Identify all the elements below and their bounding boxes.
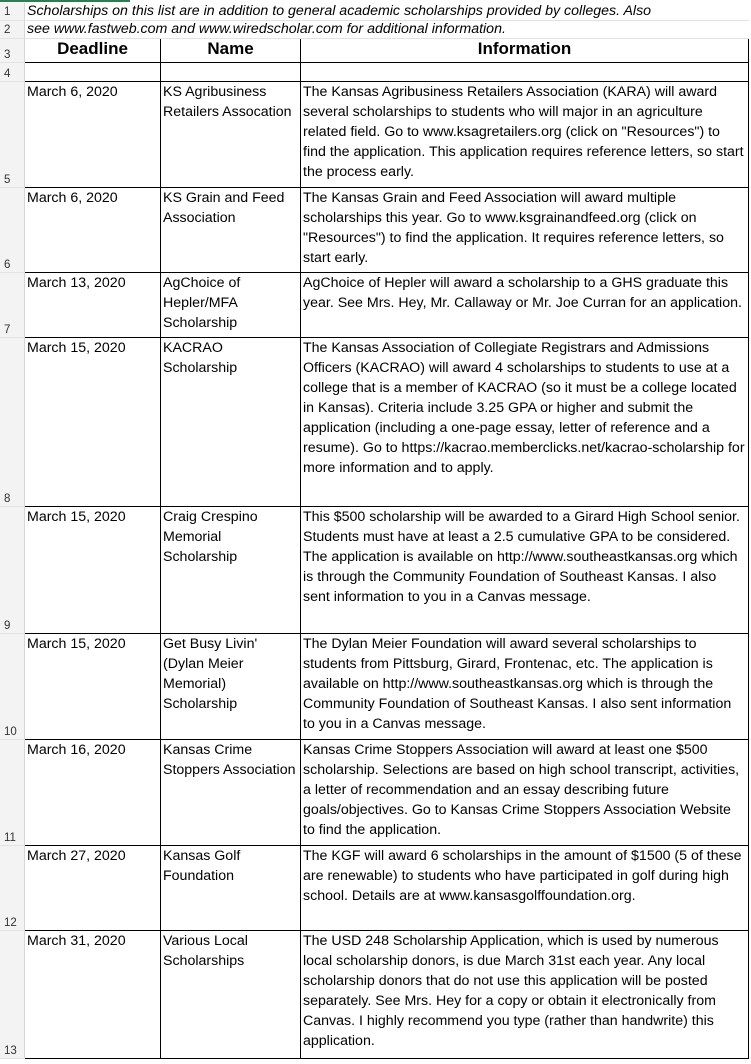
information-header[interactable]: Information: [301, 39, 749, 63]
deadline-cell[interactable]: March 15, 2020: [25, 634, 161, 740]
row-number[interactable]: 6: [0, 188, 25, 273]
information-cell[interactable]: The Kansas Agribusiness Retailers Association (KARA) will award several scholarships to students who will major in an agriculture related field. Go to www.ksagretailers.org (click on "Resources") to find the application. This application requires reference letters, so start the process early.: [301, 82, 749, 188]
row-number[interactable]: 2: [0, 21, 25, 39]
row-number[interactable]: 5: [0, 82, 25, 188]
table-row: [0, 507, 749, 634]
name-cell[interactable]: KS Agribusiness Retailers Assocation: [161, 82, 301, 188]
table-row: [0, 931, 749, 1059]
name-cell[interactable]: KACRAO Scholarship: [161, 338, 301, 507]
deadline-cell[interactable]: March 15, 2020: [25, 507, 161, 634]
information-cell[interactable]: The Dylan Meier Foundation will award several scholarships to students from Pittsburg, Girard, Frontenac, etc. The application is available on http://www.southeastkansas.org which is through the Community Foundation of Southeast Kansas. I also sent information to you in a Canvas message.: [301, 634, 749, 740]
empty-cell[interactable]: [25, 63, 161, 82]
deadline-cell[interactable]: March 13, 2020: [25, 273, 161, 338]
information-cell[interactable]: AgChoice of Hepler will award a scholarship to a GHS graduate this year. See Mrs. Hey, Mr. Callaway or Mr. Joe Curran for an application.: [301, 273, 749, 338]
row-number[interactable]: 9: [0, 507, 25, 634]
header-row: [0, 39, 749, 63]
row-number[interactable]: 7: [0, 273, 25, 338]
information-cell[interactable]: Kansas Crime Stoppers Association will award at least one $500 scholarship. Selections are based on high school transcript, activities, a letter of recommendation and an essay describing future goals/objectives. Go to Kansas Crime Stoppers Association Website to find the application.: [301, 740, 749, 846]
deadline-cell[interactable]: March 16, 2020: [25, 740, 161, 846]
information-cell[interactable]: The Kansas Grain and Feed Association will award multiple scholarships this year. Go to www.ksgrainandfeed.org (click on "Resources") to find the application. It requires reference letters, so start early.: [301, 188, 749, 273]
row-number[interactable]: 10: [0, 634, 25, 740]
blank-row: [0, 63, 749, 82]
name-header[interactable]: Name: [161, 39, 301, 63]
row-number[interactable]: 8: [0, 338, 25, 507]
name-cell[interactable]: Craig Crespino Memorial Scholarship: [161, 507, 301, 634]
name-cell[interactable]: AgChoice of Hepler/MFA Scholarship: [161, 273, 301, 338]
name-cell[interactable]: Get Busy Livin' (Dylan Meier Memorial) Scholarship: [161, 634, 301, 740]
empty-cell[interactable]: [161, 63, 301, 82]
information-cell[interactable]: The USD 248 Scholarship Application, which is used by numerous local scholarship donors, is due March 31st each year. Any local scholarship donors that do not use this application will be posted separately. See Mrs. Hey for a copy or obtain it electronically from Canvas. I highly recommend you type (rather than handwrite) this application.: [301, 931, 749, 1059]
deadline-header[interactable]: Deadline: [25, 39, 161, 63]
deadline-cell[interactable]: March 6, 2020: [25, 82, 161, 188]
name-cell[interactable]: Various Local Scholarships: [161, 931, 301, 1059]
row-number[interactable]: 3: [0, 39, 25, 63]
row-number[interactable]: 12: [0, 846, 25, 931]
deadline-cell[interactable]: March 31, 2020: [25, 931, 161, 1059]
row-number[interactable]: 13: [0, 931, 25, 1059]
information-cell[interactable]: The Kansas Association of Collegiate Registrars and Admissions Officers (KACRAO) will award 4 scholarships to students to use at a college that is a member of KACRAO (so it must be a college located in Kansas). Criteria include 3.25 GPA or higher and submit the application (including a one-page essay, letter of reference and a resume). Go to https://kacrao.memberclicks.net/kacrao-scholarship for more information and to apply.: [301, 338, 749, 507]
table-row: [0, 338, 749, 507]
row-number[interactable]: 11: [0, 740, 25, 846]
name-cell[interactable]: KS Grain and Feed Association: [161, 188, 301, 273]
empty-cell[interactable]: [301, 63, 749, 82]
deadline-cell[interactable]: March 27, 2020: [25, 846, 161, 931]
intro-row-1: [0, 3, 749, 21]
intro-row-2: [0, 21, 749, 39]
scholarship-table: [0, 3, 749, 1059]
table-row: [0, 634, 749, 740]
table-row: [0, 188, 749, 273]
row-number[interactable]: 1: [0, 3, 25, 21]
deadline-cell[interactable]: March 6, 2020: [25, 188, 161, 273]
name-cell[interactable]: Kansas Crime Stoppers Association: [161, 740, 301, 846]
information-cell[interactable]: This $500 scholarship will be awarded to a Girard High School senior. Students must have at least a 2.5 cumulative GPA to be considered. The application is available on http://www.southeastkansas.org which is through the Community Foundation of Southeast Kansas. I also sent information to you in a Canvas message.: [301, 507, 749, 634]
table-row: [0, 273, 749, 338]
name-cell[interactable]: Kansas Golf Foundation: [161, 846, 301, 931]
row-number[interactable]: 4: [0, 63, 25, 82]
intro-text-line-1[interactable]: Scholarships on this list are in addition to general academic scholarships provided by colleges. Also: [25, 3, 749, 21]
information-cell[interactable]: The KGF will award 6 scholarships in the amount of $1500 (5 of these are renewable) to students who have participated in golf during high school. Details are at www.kansasgolffoundation.org.: [301, 846, 749, 931]
table-row: [0, 740, 749, 846]
table-row: [0, 82, 749, 188]
deadline-cell[interactable]: March 15, 2020: [25, 338, 161, 507]
table-row: [0, 846, 749, 931]
selection-indicator: [0, 0, 130, 2]
intro-text-line-2[interactable]: see www.fastweb.com and www.wiredscholar.com for additional information.: [25, 21, 749, 39]
